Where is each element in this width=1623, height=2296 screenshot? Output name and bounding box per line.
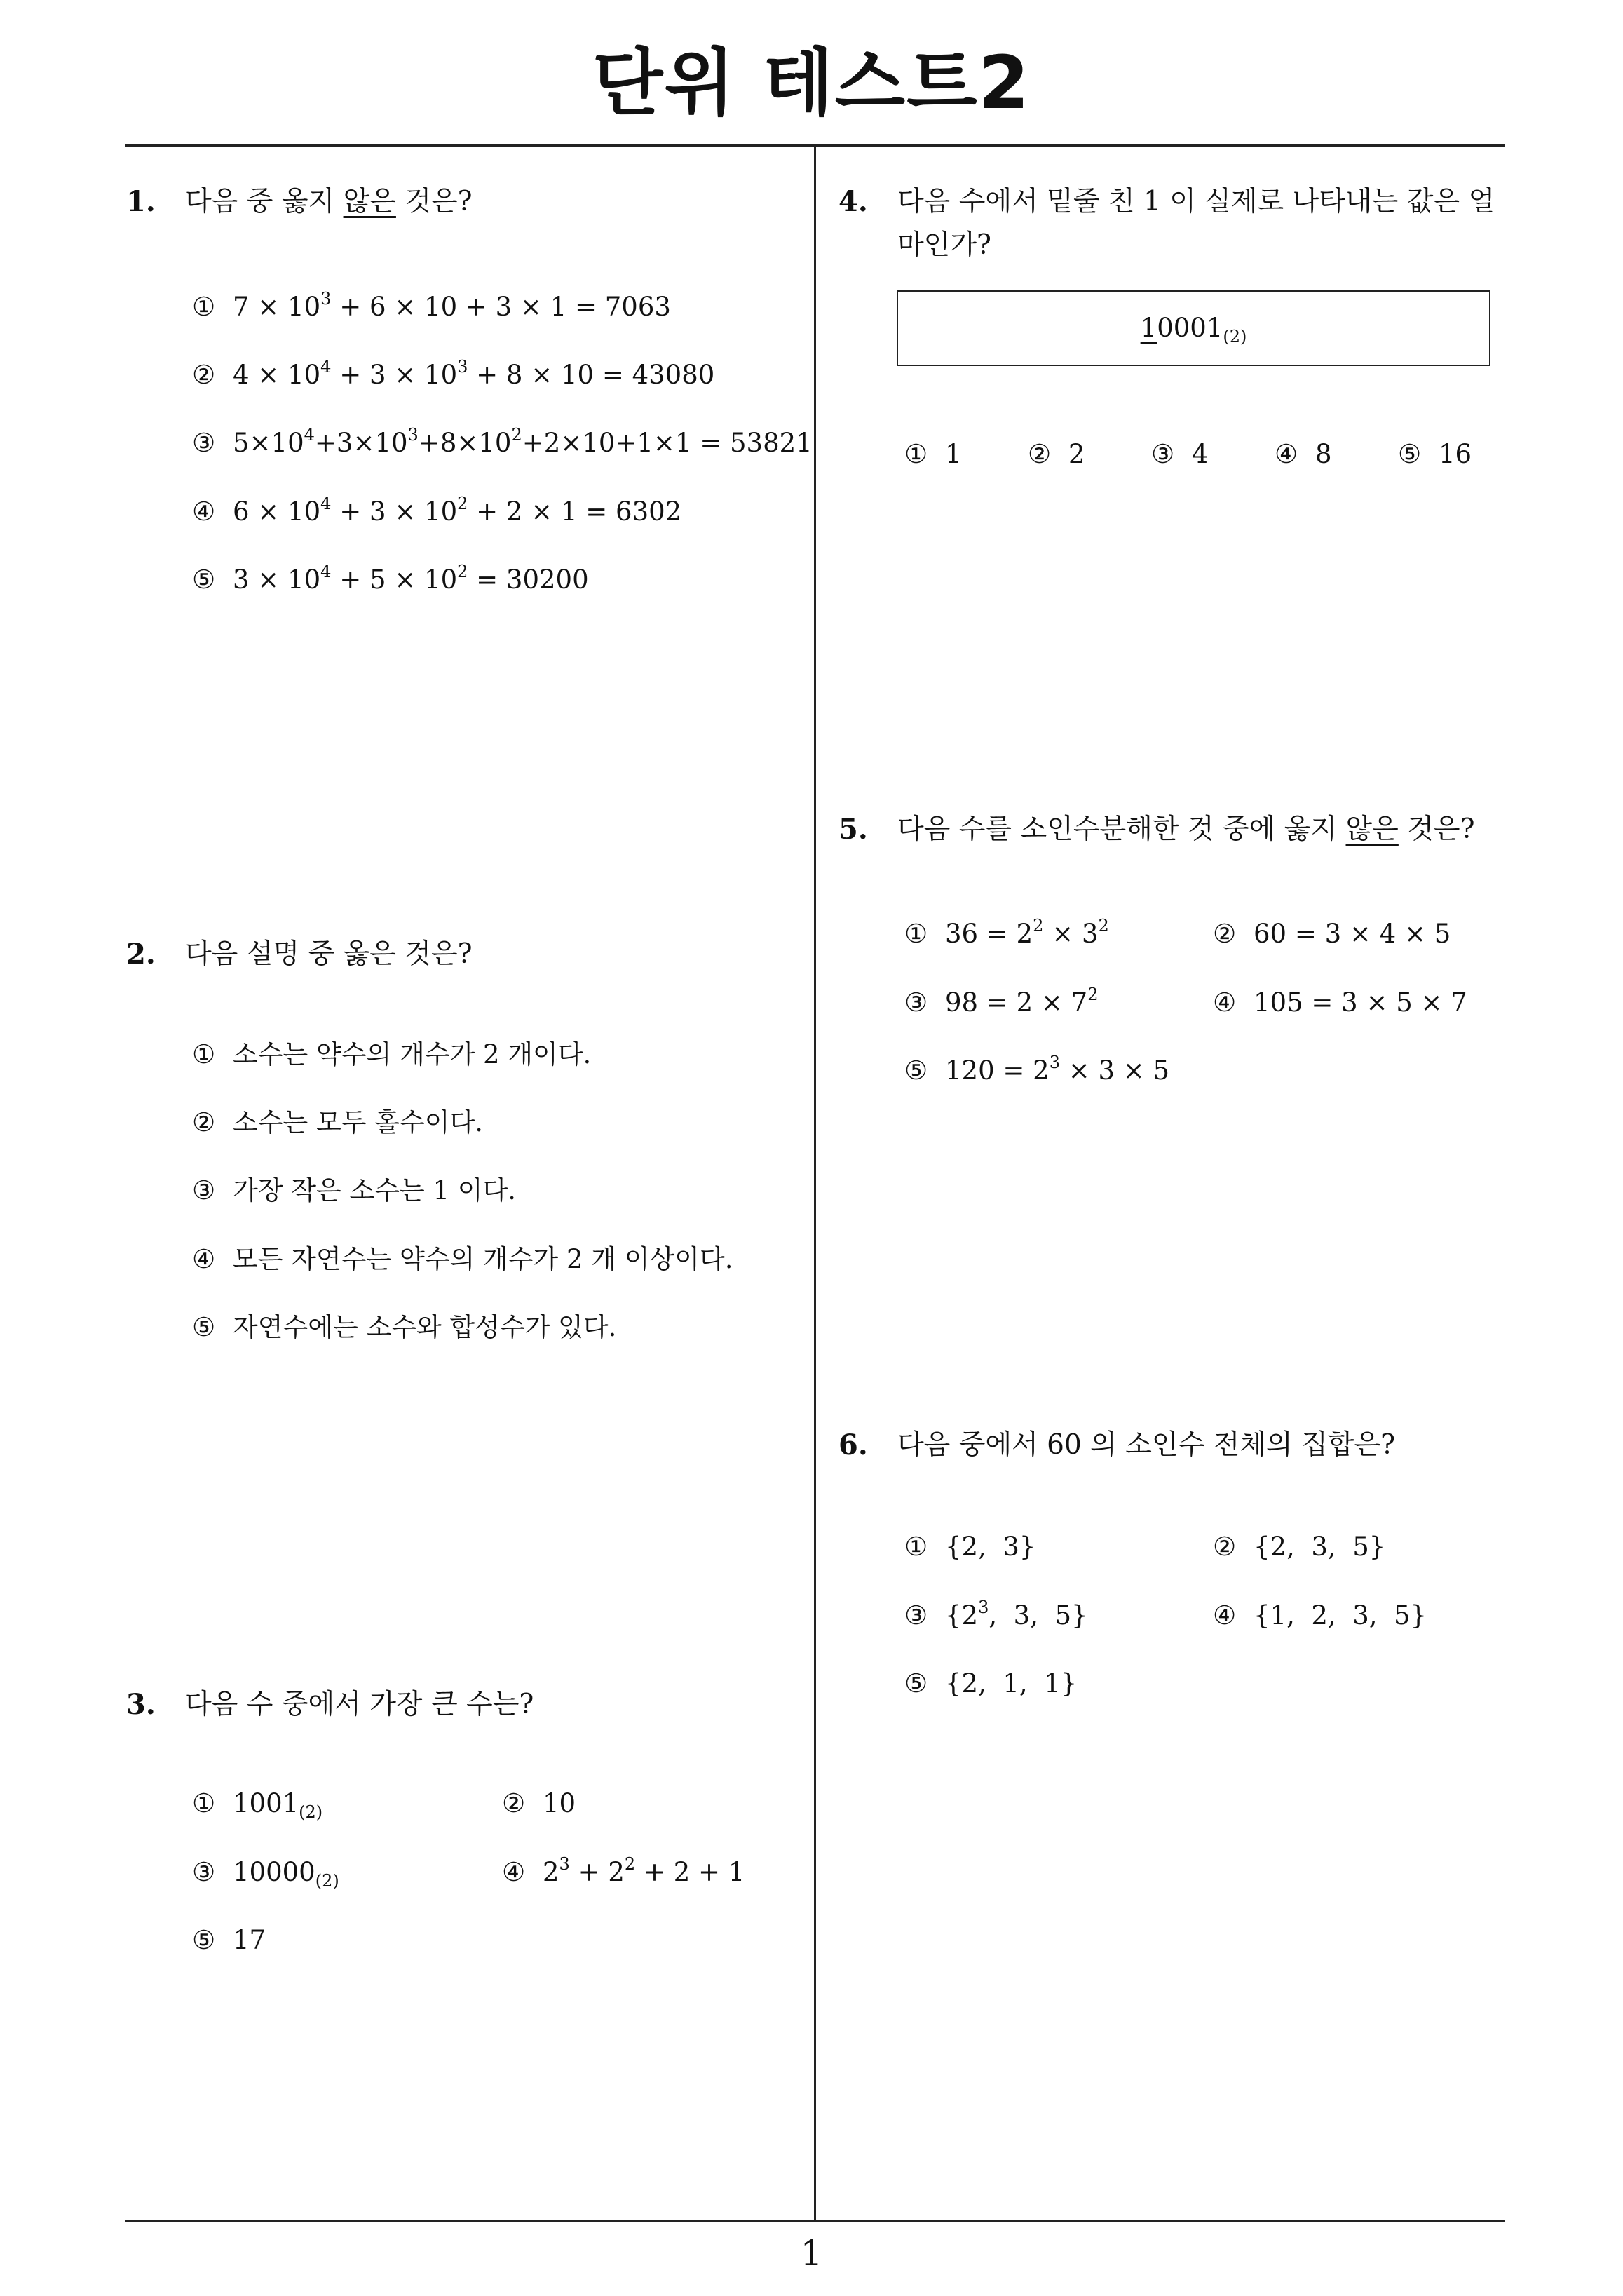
option-6-1[interactable]: ① {2, 3} (904, 1526, 1035, 1568)
option-5-3[interactable]: ③ $98 = 2 \times 7^2$ (904, 982, 1099, 1024)
option-2-4[interactable]: ④ 모든 자연수는 약수의 개수가 2 개 이상이다. (192, 1238, 733, 1281)
question-text: 다음 중에서 60 의 소인수 전체의 집합은? (897, 1429, 1396, 1461)
option-3-3[interactable]: ③ $10000_{(2)}$ (192, 1851, 339, 1893)
question-text: 다음 수 중에서 가장 큰 수는? (185, 1689, 534, 1720)
option-mark: ② (1213, 919, 1237, 949)
option-mark: ④ (1213, 987, 1237, 1018)
option-5-2[interactable]: ② 60 = 3 × 4 × 5 (1213, 913, 1451, 955)
option-1-4[interactable]: ④ $6 \times 10^4 + 3 \times 10^2 + 2 \times 1 = 6302$ (192, 491, 681, 533)
option-mark: ③ (192, 428, 216, 458)
option-mark: ⑤ (192, 565, 216, 595)
option-3-1[interactable]: ① $1001_{(2)}$ (192, 1783, 322, 1825)
option-mark: ② (192, 360, 216, 390)
option-mark: ④ (192, 497, 216, 527)
question-number: 4. (838, 185, 868, 218)
option-3-2[interactable]: ② 10 (502, 1783, 576, 1825)
option-2-1[interactable]: ① 소수는 약수의 개수가 2 개이다. (192, 1034, 591, 1076)
option-2-3[interactable]: ③ 가장 작은 소수는 1 이다. (192, 1170, 516, 1212)
option-3-4[interactable]: ④ $2^3 + 2^2 + 2 + 1$ (502, 1851, 745, 1893)
option-mark: ③ (904, 1600, 928, 1630)
option-3-5[interactable]: ⑤ 17 (192, 1919, 266, 1961)
question-number: 6. (838, 1429, 868, 1461)
option-mark: ② (1213, 1532, 1237, 1562)
underlined-digit: 1 (1140, 313, 1157, 343)
option-6-5[interactable]: ⑤ {2, 1, 1} (904, 1663, 1077, 1705)
question-number: 3. (126, 1688, 156, 1721)
option-mark: ③ (192, 1175, 216, 1206)
option-mark: ① (904, 439, 928, 469)
underlined-word: 않은 (1345, 813, 1399, 845)
number-box: $10001_{(2)}$ (897, 290, 1490, 366)
page-title: 단위 테스트2 (592, 40, 1031, 126)
option-mark: ⑤ (904, 1055, 928, 1086)
option-5-1[interactable]: ① $36 = 2^2 \times 3^2$ (904, 913, 1109, 955)
option-4-4[interactable]: ④ 8 (1275, 433, 1332, 475)
option-mark: ① (192, 292, 216, 322)
option-mark: ⑤ (1398, 439, 1422, 469)
column-divider (814, 145, 816, 2220)
option-1-3[interactable]: ③ $5\times 10^4+3\times 10^3+8\times 10^2+2\times 10+1\times 1 = 53821$ (192, 422, 813, 464)
option-mark: ① (904, 919, 928, 949)
option-mark: ⑤ (904, 1668, 928, 1699)
option-mark: ⑤ (192, 1925, 216, 1955)
option-5-4[interactable]: ④ 105 = 3 × 5 × 7 (1213, 982, 1467, 1024)
option-5-5[interactable]: ⑤ $120 = 2^3 \times 3 \times 5$ (904, 1050, 1169, 1092)
option-mark: ③ (904, 987, 928, 1018)
question-number: 2. (126, 938, 156, 971)
question-text: 다음 수를 소인수분해한 것 중에 옳지 않은 것은? (897, 813, 1475, 845)
option-mark: ④ (1275, 439, 1298, 469)
option-mark: ② (192, 1107, 216, 1137)
option-2-5[interactable]: ⑤ 자연수에는 소수와 합성수가 있다. (192, 1306, 616, 1349)
option-1-1[interactable]: ① $7 \times 10^3 + 6 \times 10 + 3 \times 1 = 7063$ (192, 286, 671, 328)
option-6-2[interactable]: ② {2, 3, 5} (1213, 1526, 1385, 1568)
option-6-4[interactable]: ④ {1, 2, 3, 5} (1213, 1595, 1427, 1637)
page-number: 1 (800, 2233, 823, 2274)
underlined-word: 않은 (343, 186, 396, 217)
option-4-5[interactable]: ⑤ 16 (1398, 433, 1472, 475)
option-mark: ④ (502, 1857, 526, 1887)
option-2-2[interactable]: ② 소수는 모두 홀수이다. (192, 1102, 483, 1144)
question-number: 5. (838, 813, 868, 846)
question-text: 다음 중 옳지 않은 것은? (185, 186, 473, 217)
option-1-5[interactable]: ⑤ $3 \times 10^4 + 5 \times 10^2 = 30200$ (192, 559, 589, 601)
option-mark: ② (502, 1788, 526, 1818)
footer-rule (125, 2220, 1505, 2222)
option-mark: ① (192, 1788, 216, 1818)
option-1-2[interactable]: ② $4 \times 10^4 + 3 \times 10^3 + 8 \times 10 = 43080$ (192, 354, 714, 396)
option-mark: ③ (1151, 439, 1175, 469)
option-6-3[interactable]: ③ {$2^3$, 3, 5} (904, 1595, 1088, 1637)
option-mark: ④ (192, 1244, 216, 1274)
option-4-2[interactable]: ② 2 (1028, 433, 1085, 475)
option-4-1[interactable]: ① 1 (904, 433, 962, 475)
option-mark: ① (192, 1039, 216, 1069)
question-number: 1. (126, 185, 156, 218)
question-text: 다음 수에서 밑줄 친 1 이 실제로 나타내는 값은 얼마인가? (897, 186, 1495, 261)
option-mark: ③ (192, 1857, 216, 1887)
option-mark: ⑤ (192, 1312, 216, 1342)
option-mark: ④ (1213, 1600, 1237, 1630)
option-4-3[interactable]: ③ 4 (1151, 433, 1209, 475)
option-mark: ① (904, 1532, 928, 1562)
question-text: 다음 설명 중 옳은 것은? (185, 938, 473, 970)
option-mark: ② (1028, 439, 1052, 469)
